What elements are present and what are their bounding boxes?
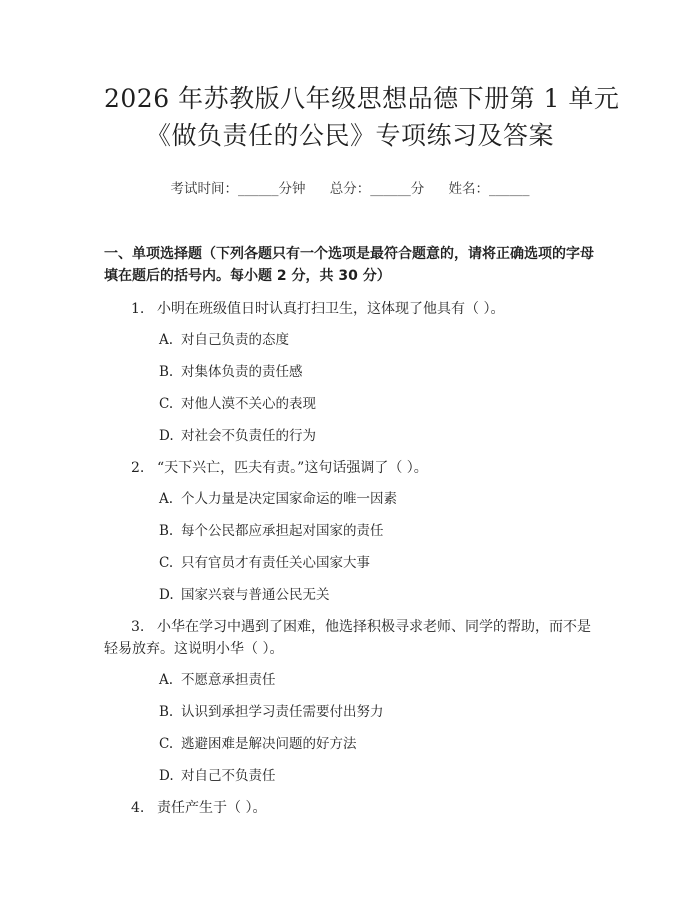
option-c	[104, 553, 596, 573]
question-3-options	[104, 670, 596, 786]
option-c	[104, 734, 596, 754]
option-a	[104, 330, 596, 350]
option-a	[104, 670, 596, 690]
question-number: 4.	[131, 800, 145, 816]
question-3	[104, 616, 596, 660]
option-letter: D.	[159, 428, 174, 444]
option-text: 对自己不负责任	[181, 768, 276, 784]
title-line-1: 2026 年苏教版八年级思想品德下册第 1 单元	[104, 84, 620, 113]
option-text: 不愿意承担责任	[181, 672, 276, 688]
option-text: 对自己负责的态度	[181, 332, 289, 348]
question-number: 3.	[131, 619, 145, 635]
option-letter: C.	[159, 555, 174, 571]
question-number: 2.	[131, 460, 145, 476]
exam-info	[104, 177, 596, 197]
question-text: 小明在班级值日时认真打扫卫生，这体现了他具有（ ）。	[157, 301, 505, 317]
option-text: 每个公民都应承担起对国家的责任	[181, 523, 384, 539]
option-letter: B.	[159, 704, 174, 720]
question-text: 责任产生于（ ）。	[157, 800, 267, 816]
option-d	[104, 766, 596, 786]
option-text: 对社会不负责任的行为	[181, 428, 316, 444]
option-letter: A.	[159, 491, 174, 507]
option-letter: C.	[159, 396, 174, 412]
question-4	[104, 797, 596, 819]
option-letter: B.	[159, 523, 174, 539]
student-name-field: 姓名：______	[448, 181, 530, 197]
document-title	[104, 0, 620, 154]
option-letter: D.	[159, 587, 174, 603]
option-c	[104, 394, 596, 414]
option-d	[104, 426, 596, 446]
option-b	[104, 702, 596, 722]
option-letter: C.	[159, 736, 174, 752]
question-1	[104, 298, 596, 320]
option-text: 对他人漠不关心的表现	[181, 396, 316, 412]
question-2	[104, 457, 596, 479]
option-letter: B.	[159, 364, 174, 380]
title-line-2: 《做负责任的公民》专项练习及答案	[145, 121, 554, 150]
option-letter: A.	[159, 672, 174, 688]
question-2-options	[104, 489, 596, 605]
exam-time-field: 考试时间：______分钟	[170, 181, 306, 197]
total-score-field: 总分：______分	[329, 181, 425, 197]
question-text: “天下兴亡，匹夫有责。”这句话强调了（ ）。	[157, 460, 428, 476]
option-letter: A.	[159, 332, 174, 348]
question-text: 小华在学习中遇到了困难，他选择积极寻求老师、同学的帮助，而不是轻易放弃。这说明小华（ ）。	[104, 619, 591, 657]
section-heading: 一、单项选择题（下列各题只有一个选项是最符合题意的，请将正确选项的字母填在题后的括号内。每小题 2 分，共 30 分）	[104, 246, 594, 284]
question-number: 1.	[131, 301, 145, 317]
option-text: 逃避困难是解决问题的好方法	[181, 736, 357, 752]
option-text: 认识到承担学习责任需要付出努力	[181, 704, 384, 720]
option-text: 只有官员才有责任关心国家大事	[181, 555, 370, 571]
option-letter: D.	[159, 768, 174, 784]
option-text: 个人力量是决定国家命运的唯一因素	[181, 491, 397, 507]
option-text: 对集体负责的责任感	[181, 364, 303, 380]
option-text: 国家兴衰与普通公民无关	[181, 587, 330, 603]
option-b	[104, 521, 596, 541]
question-1-options	[104, 330, 596, 446]
option-a	[104, 489, 596, 509]
option-d	[104, 585, 596, 605]
option-b	[104, 362, 596, 382]
